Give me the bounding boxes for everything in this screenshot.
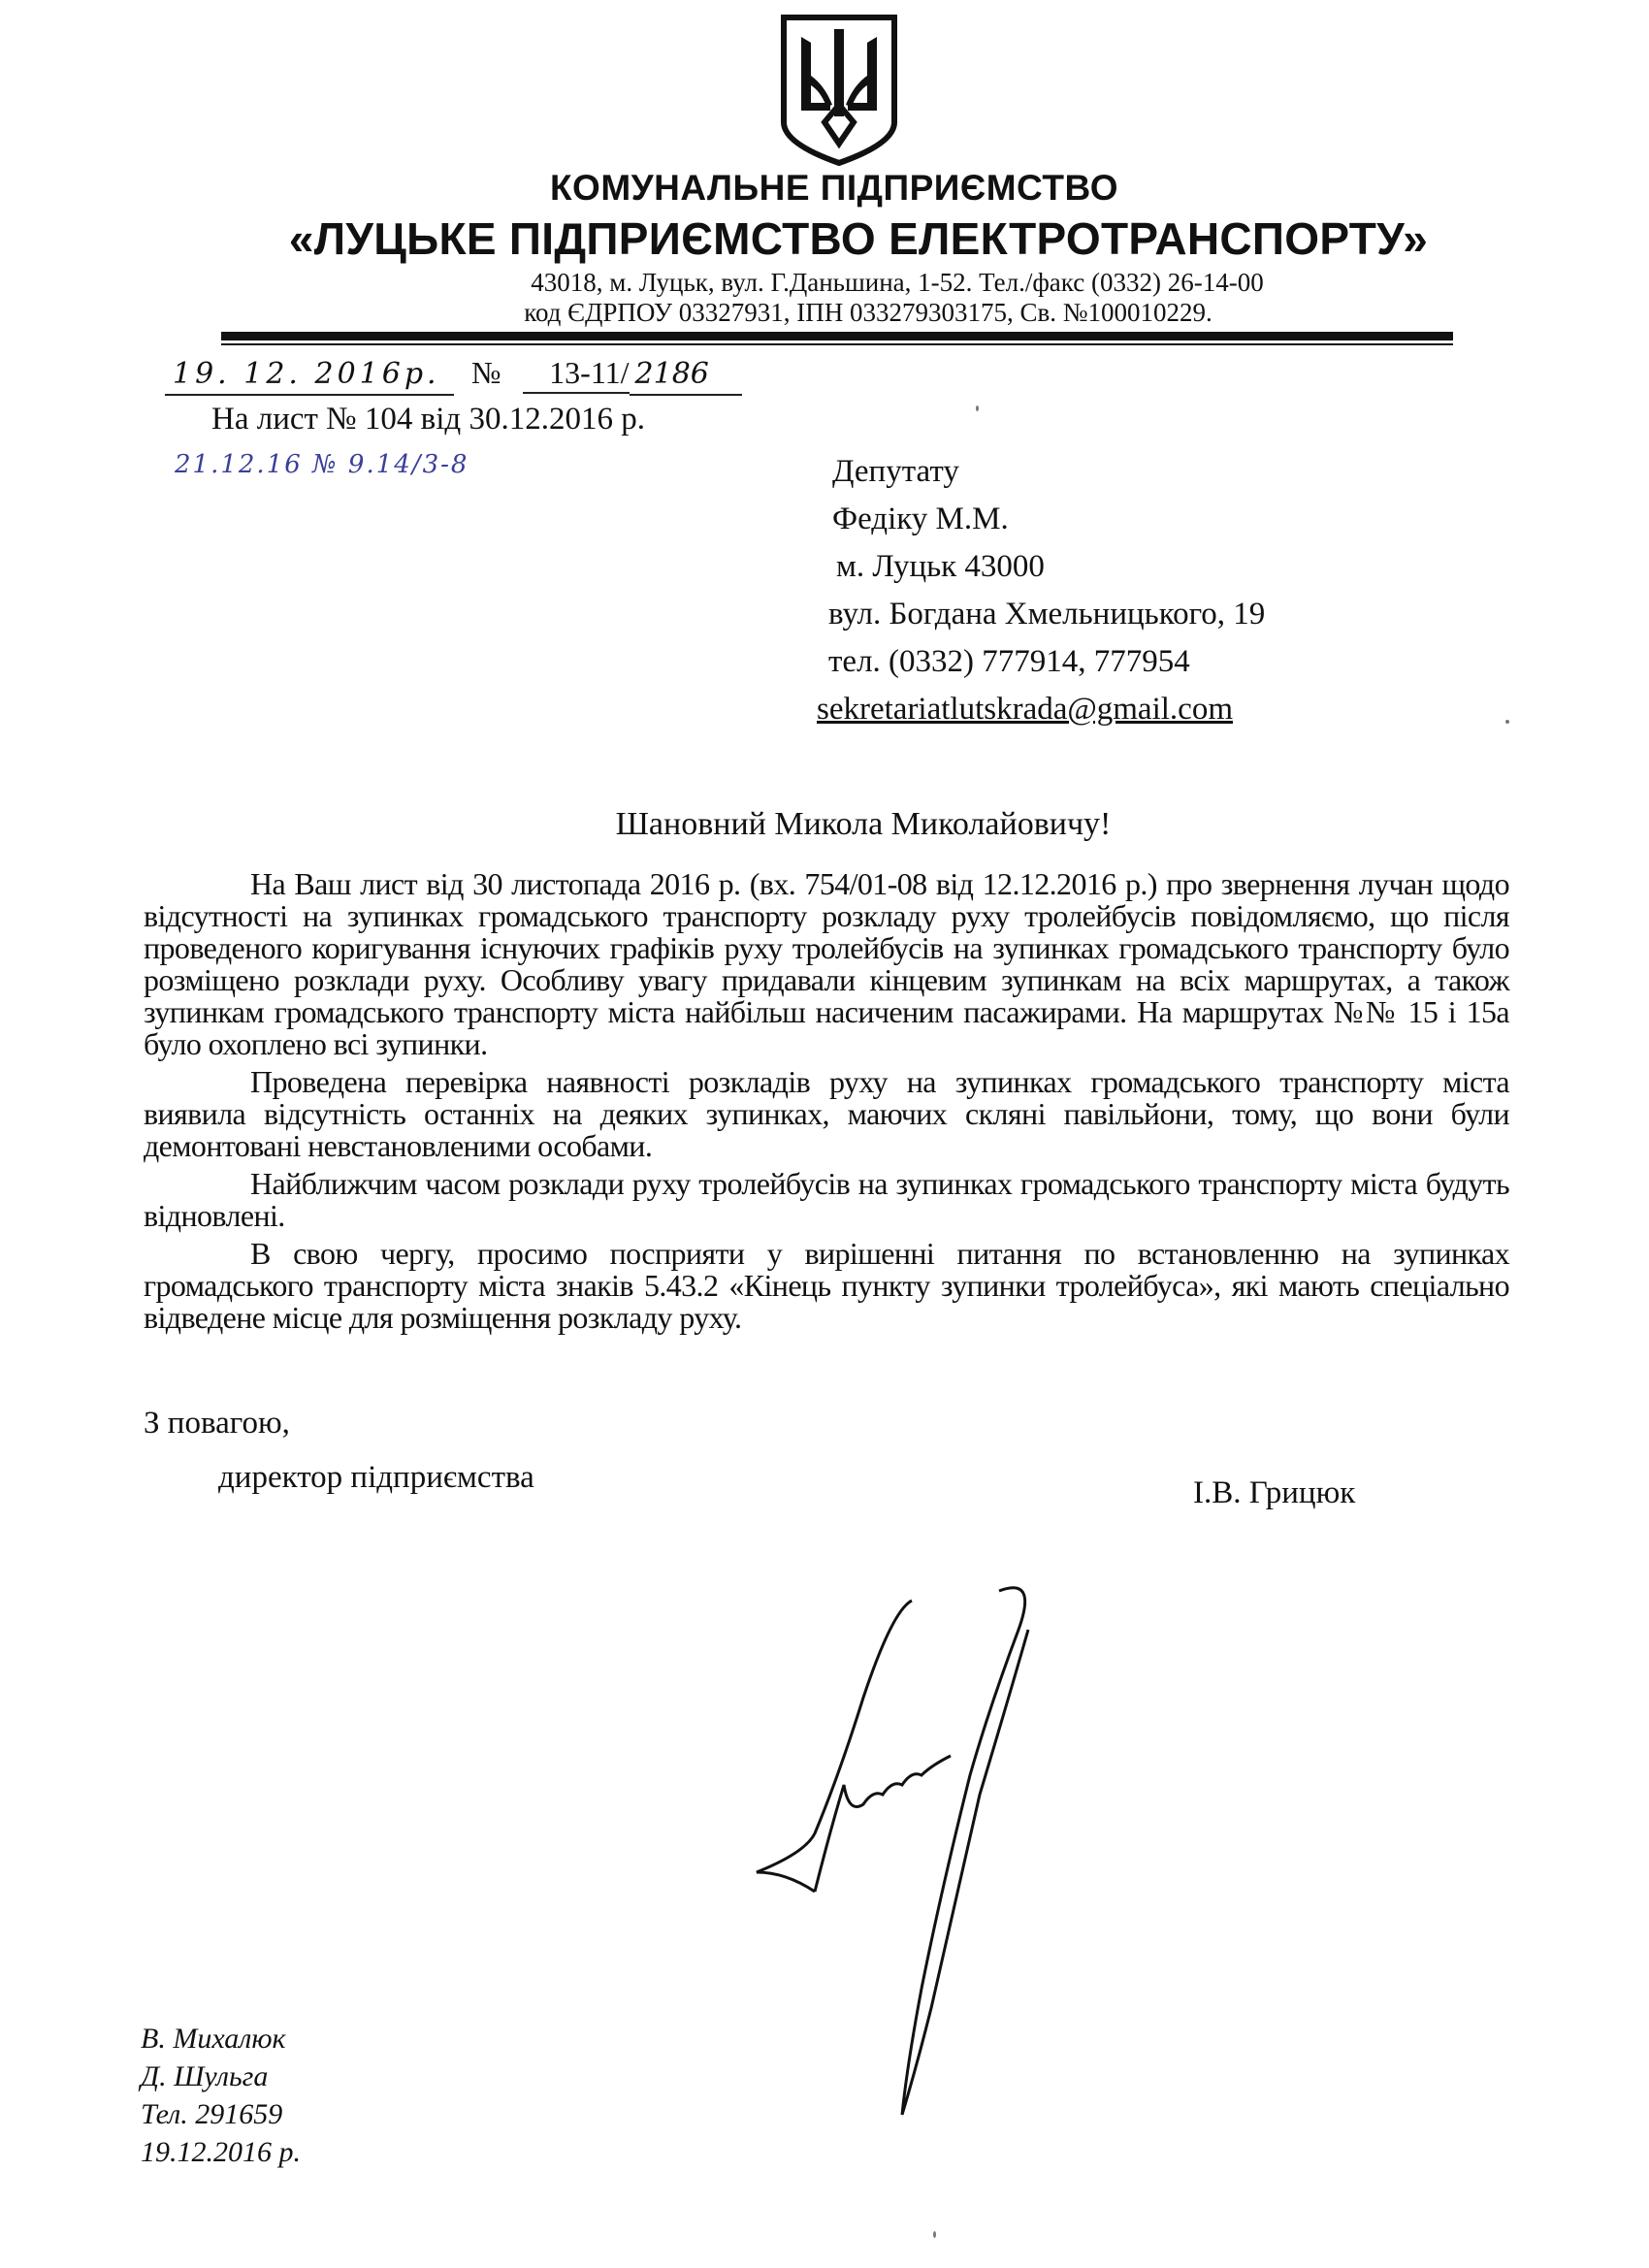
organization-codes: код ЄДРПОУ 03327931, ІПН 033279303175, Св. №100010229. xyxy=(524,298,1212,327)
organization-name: «ЛУЦЬКЕ ПІДПРИЄМСТВО ЕЛЕКТРОТРАНСПОРТУ» xyxy=(288,213,1429,264)
recipient-block xyxy=(817,448,1266,733)
scan-speck xyxy=(933,2231,936,2238)
recipient-street: вул. Богдана Хмельницького, 19 xyxy=(828,597,1266,632)
handwritten-signature-icon xyxy=(747,1581,1096,2124)
body-paragraph: Проведена перевірка наявності розкладів руху на зупинках громадського транспорту міста виявила відсутність останніх на деяких зупинках, маючих скляні павільйони, тому, що вони були демонтовані невстановленими особами. xyxy=(144,1064,1509,1163)
letter-content xyxy=(144,868,1509,1510)
letterhead-rule-thin xyxy=(221,343,1453,345)
recipient-title: Депутату xyxy=(832,454,959,489)
executors-block xyxy=(141,2020,301,2171)
number-label: № xyxy=(471,355,501,390)
reply-to-reference: На лист № 104 від 30.12.2016 р. xyxy=(211,402,645,437)
recipient-email-link[interactable]: sekretariatlutskrada@gmail.com xyxy=(817,692,1233,727)
closing-salutation: З повагою, xyxy=(144,1406,290,1441)
outgoing-number-handwritten: 2186 xyxy=(630,355,742,396)
executor-phone: Тел. 291659 xyxy=(141,2098,283,2130)
body-paragraph: В свою чергу, просимо посприяти у вирішенні питання по встановленню на зупинках громадського транспорту міста знаків 5.43.2 «Кінець пункту зупинки тролейбуса», які мають спеціально відведене місце для розміщення розкладу руху. xyxy=(144,1236,1509,1335)
executor-name: В. Михалюк xyxy=(141,2023,286,2055)
recipient-phone: тел. (0332) 777914, 777954 xyxy=(828,644,1190,679)
greeting: Шановний Микола Миколайовичу! xyxy=(615,806,1112,842)
body-paragraph: На Ваш лист від 30 листопада 2016 р. (вх. 754/01-08 від 12.12.2016 р.) про звернення лучан щодо відсутності на зупинках громадського транспорту розкладу руху тролейбусів повідомляємо, що після проведеного коригування існуючих графіків руху тролейбусів на зупинках громадського транспорту було розміщено розклади руху. Особливу увагу придавали кінцевим зупинкам на всіх маршрутах, а також зупинкам громадського транспорту міста найбільш насиченим пасажирами. На маршрутах №№ 15 і 15а було охоплено всі зупинки. xyxy=(144,866,1509,1061)
outgoing-date: 19. 12. 2016р. xyxy=(165,355,454,396)
signer-name: І.В. Грицюк xyxy=(1193,1475,1356,1510)
organization-type: КОМУНАЛЬНЕ ПІДПРИЄМСТВО xyxy=(549,168,1119,208)
body-paragraph: Найближчим часом розклади руху тролейбусів на зупинках громадського транспорту міста будуть відновлені. xyxy=(144,1166,1509,1233)
outgoing-reference xyxy=(165,353,742,396)
incoming-registration-note: 21.12.16 № 9.14/3-8 xyxy=(175,450,469,479)
outgoing-number-prefix: 13-11/ xyxy=(523,353,630,394)
trident-coat-of-arms-icon xyxy=(776,8,902,168)
signer-position: директор підприємства xyxy=(218,1460,534,1495)
recipient-name: Федіку М.М. xyxy=(832,502,1009,536)
letter-body xyxy=(144,868,1509,1334)
organization-address: 43018, м. Луцьк, вул. Г.Даньшина, 1-52. Тел./факс (0332) 26-14-00 xyxy=(531,268,1264,297)
recipient-city: м. Луцьк 43000 xyxy=(836,549,1045,584)
executor-date: 19.12.2016 р. xyxy=(141,2136,301,2168)
scan-speck xyxy=(976,405,979,411)
scan-speck xyxy=(1505,720,1509,724)
closing-block xyxy=(144,1404,1509,1510)
letterhead-rule-thick xyxy=(221,332,1453,340)
executor-name: Д. Шульга xyxy=(141,2060,269,2092)
